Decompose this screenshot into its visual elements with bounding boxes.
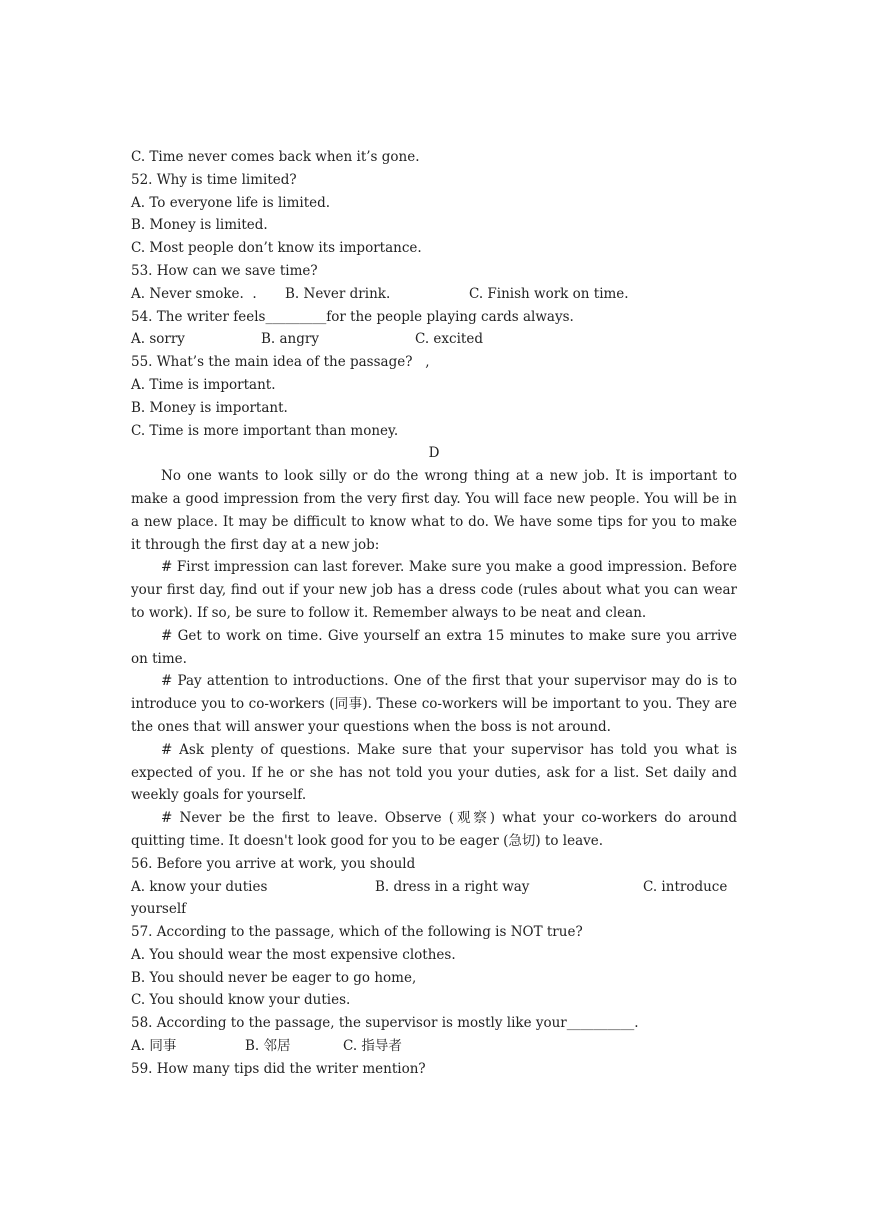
q53-option-a: A. Never smoke. . <box>131 285 257 302</box>
q57-option-b: B. You should never be eager to go home, <box>131 969 417 986</box>
q56-option-c: C. introduce <box>643 878 728 895</box>
tip-introductions: # Pay attention to introductions. One of the first that your supervisor may do is to introduce you to co-workers (同事). These co-workers will be important to you. They are the ones that will answer your questions when the boss is not around. <box>131 673 737 735</box>
q54-option-a: A. sorry <box>131 331 185 348</box>
q52-option-a: A. To everyone life is limited. <box>131 194 331 211</box>
q56-option-a: A. know your duties <box>131 878 268 895</box>
q56-question: 56. Before you arrive at work, you should <box>131 855 416 872</box>
q54-question: 54. The writer feels_________for the people playing cards always. <box>131 308 574 325</box>
q58-option-a: A. 同事 <box>131 1038 177 1055</box>
q56-option-c-wrap: yourself <box>131 901 187 918</box>
tip-on-time: # Get to work on time. Give yourself an extra 15 minutes to make sure you arrive on time. <box>131 627 737 667</box>
q59-question: 59. How many tips did the writer mention? <box>131 1060 426 1077</box>
q53-option-b: B. Never drink. <box>285 285 391 302</box>
q57-option-a: A. You should wear the most expensive clothes. <box>131 946 456 963</box>
q55-question: 55. What’s the main idea of the passage? , <box>131 354 430 371</box>
q52-option-c: C. Most people don’t know its importance. <box>131 240 422 257</box>
q53-option-c: C. Finish work on time. <box>469 285 629 302</box>
q53-question: 53. How can we save time? <box>131 262 318 279</box>
q57-question: 57. According to the passage, which of the following is NOT true? <box>131 924 583 941</box>
q56-options <box>131 876 737 899</box>
q53-options <box>131 283 737 306</box>
q57-option-c: C. You should know your duties. <box>131 992 351 1009</box>
section-heading: D <box>428 445 440 462</box>
exam-page <box>131 146 737 1081</box>
tip-questions: # Ask plenty of questions. Make sure that your supervisor has told you what is expected of you. If he or she has not told you your duties, ask for a list. Set daily and weekly goals for yourself. <box>131 741 737 804</box>
q58-options <box>131 1035 737 1058</box>
q54-options <box>131 328 737 351</box>
q52-question: 52. Why is time limited? <box>131 171 297 188</box>
q51-option-c: C. Time never comes back when it’s gone. <box>131 149 420 165</box>
passage-intro: No one wants to look silly or do the wrong thing at a new job. It is important to make a good impression from the very first day. You will face new people. You will be in a new place. It may be difficult to know what to do. We have some tips for you to make it through the first day at a new job: <box>131 468 737 553</box>
q55-option-a: A. Time is important. <box>131 376 276 393</box>
q55-option-c: C. Time is more important than money. <box>131 422 399 439</box>
q52-option-b: B. Money is limited. <box>131 217 268 234</box>
q58-option-c: C. 指导者 <box>343 1038 402 1055</box>
tip-first-impression: # First impression can last forever. Make sure you make a good impression. Before your first day, find out if your new job has a dress code (rules about what you can wear to work). If so, be sure to follow it. Remember always to be neat and clean. <box>131 559 737 621</box>
q56-option-b: B. dress in a right way <box>375 878 530 895</box>
tip-leave: # Never be the first to leave. Observe (观察) what your co-workers do around quitting time. It doesn't look good for you to be eager (急切) to leave. <box>131 810 737 849</box>
q54-option-c: C. excited <box>415 331 483 348</box>
q54-option-b: B. angry <box>261 331 319 348</box>
q58-option-b: B. 邻居 <box>245 1038 291 1055</box>
q58-question: 58. According to the passage, the supervisor is mostly like your__________. <box>131 1015 639 1032</box>
q55-option-b: B. Money is important. <box>131 399 288 416</box>
